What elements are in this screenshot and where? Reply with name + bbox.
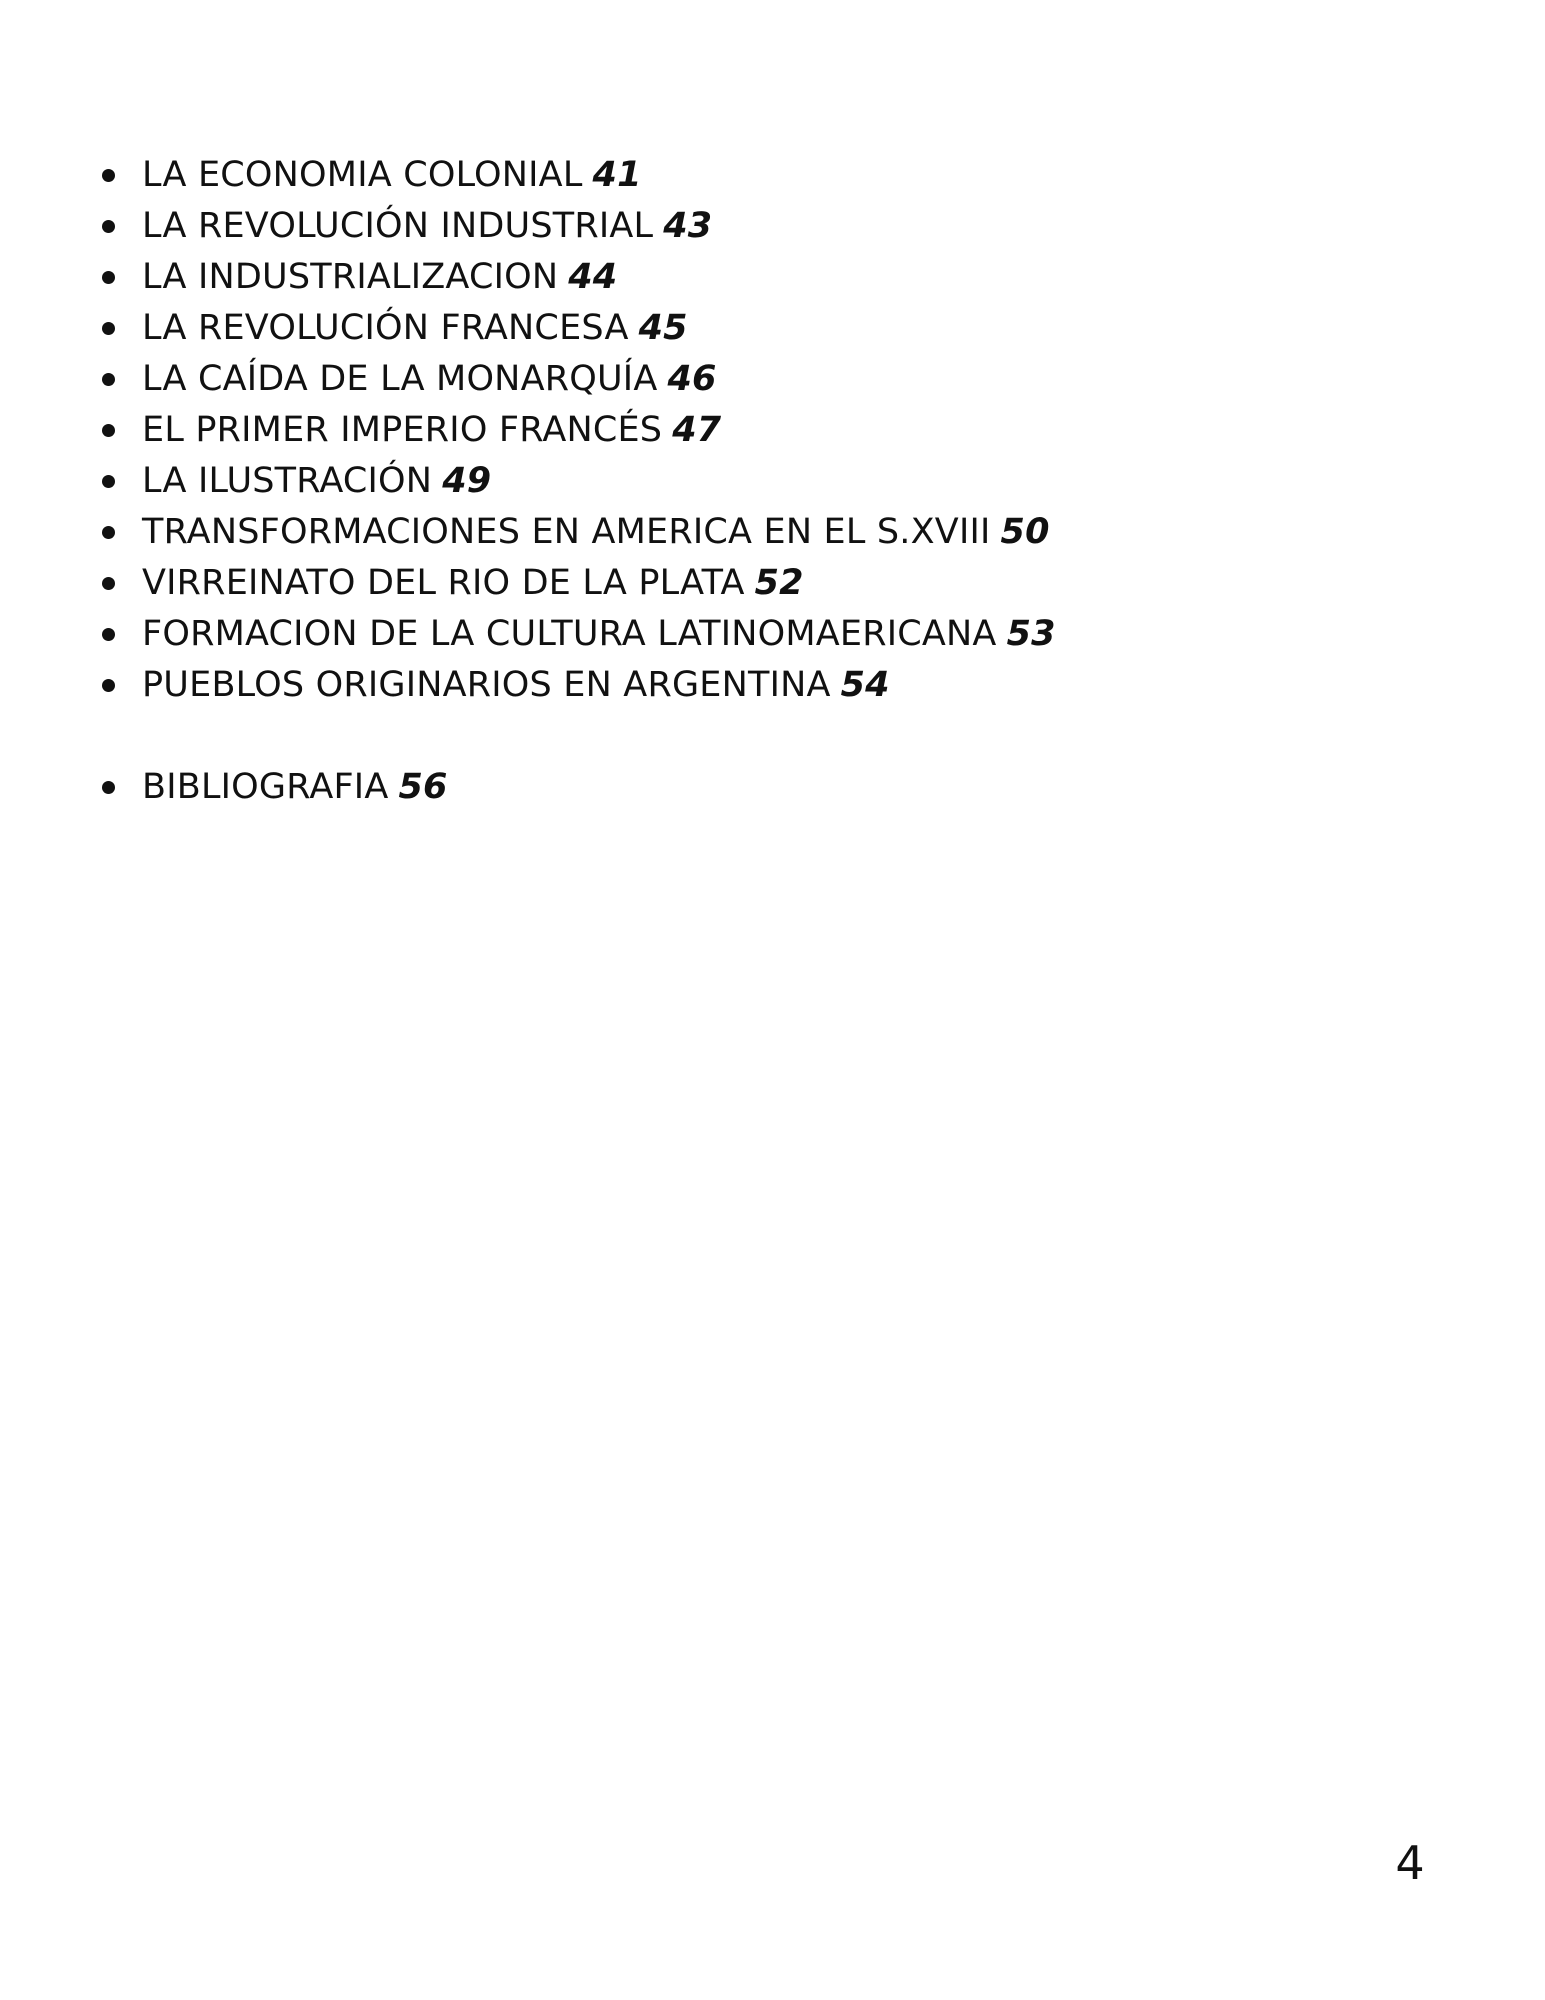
- toc-entry: [0, 609, 1545, 660]
- toc-entry-title: LA ILUSTRACIÓN: [142, 461, 433, 501]
- bullet-icon: [102, 526, 115, 539]
- toc-entry-page: 44: [568, 257, 618, 297]
- toc-entry-title: LA REVOLUCIÓN INDUSTRIAL: [142, 206, 654, 246]
- toc-entry-title: LA REVOLUCIÓN FRANCESA: [142, 308, 629, 348]
- bullet-icon: [102, 475, 115, 488]
- toc-entry: [0, 660, 1545, 711]
- toc-entry: [0, 252, 1545, 303]
- toc-entry-title: TRANSFORMACIONES EN AMERICA EN EL S.XVIII: [142, 512, 991, 552]
- bullet-icon: [102, 679, 115, 692]
- bullet-icon: [102, 271, 115, 284]
- bullet-icon: [102, 322, 115, 335]
- bullet-icon: [102, 220, 115, 233]
- bullet-icon: [102, 577, 115, 590]
- toc-entry: [0, 456, 1545, 507]
- toc-entry-title: BIBLIOGRAFIA: [142, 767, 389, 807]
- toc-entry-title: LA CAÍDA DE LA MONARQUÍA: [142, 359, 658, 399]
- toc-entry-title: PUEBLOS ORIGINARIOS EN ARGENTINA: [142, 665, 831, 705]
- toc-entry-page: 41: [592, 155, 642, 195]
- toc-entry: [0, 201, 1545, 252]
- toc-entry-title: EL PRIMER IMPERIO FRANCÉS: [142, 410, 663, 450]
- toc-entry-title: LA INDUSTRIALIZACION: [142, 257, 559, 297]
- bullet-icon: [102, 781, 115, 794]
- toc-entry-page: 43: [663, 206, 713, 246]
- toc-entry-page: 49: [442, 461, 492, 501]
- bullet-icon: [102, 169, 115, 182]
- toc-entry-page: 45: [638, 308, 688, 348]
- toc-list: [0, 150, 1545, 813]
- toc-entry-page: 47: [672, 410, 722, 450]
- toc-entry: [0, 303, 1545, 354]
- toc-entry-bibliography: [0, 762, 1545, 813]
- toc-entry: [0, 354, 1545, 405]
- toc-entry-page: 50: [1000, 512, 1050, 552]
- toc-entry-page: 52: [754, 563, 804, 603]
- toc-entry: [0, 558, 1545, 609]
- toc-entry-page: 54: [840, 665, 890, 705]
- bullet-icon: [102, 373, 115, 386]
- toc-entry-page: 56: [398, 767, 448, 807]
- toc-entry-page: 46: [667, 359, 717, 399]
- bullet-icon: [102, 424, 115, 437]
- toc-entry-title: LA ECONOMIA COLONIAL: [142, 155, 583, 195]
- toc-entry: [0, 507, 1545, 558]
- page-number: 4: [1395, 1836, 1425, 1890]
- bullet-icon: [102, 628, 115, 641]
- toc-entry: [0, 150, 1545, 201]
- toc-entry-page: 53: [1006, 614, 1056, 654]
- toc-entry-title: FORMACION DE LA CULTURA LATINOMAERICANA: [142, 614, 997, 654]
- toc-entry: [0, 405, 1545, 456]
- toc-entry-title: VIRREINATO DEL RIO DE LA PLATA: [142, 563, 745, 603]
